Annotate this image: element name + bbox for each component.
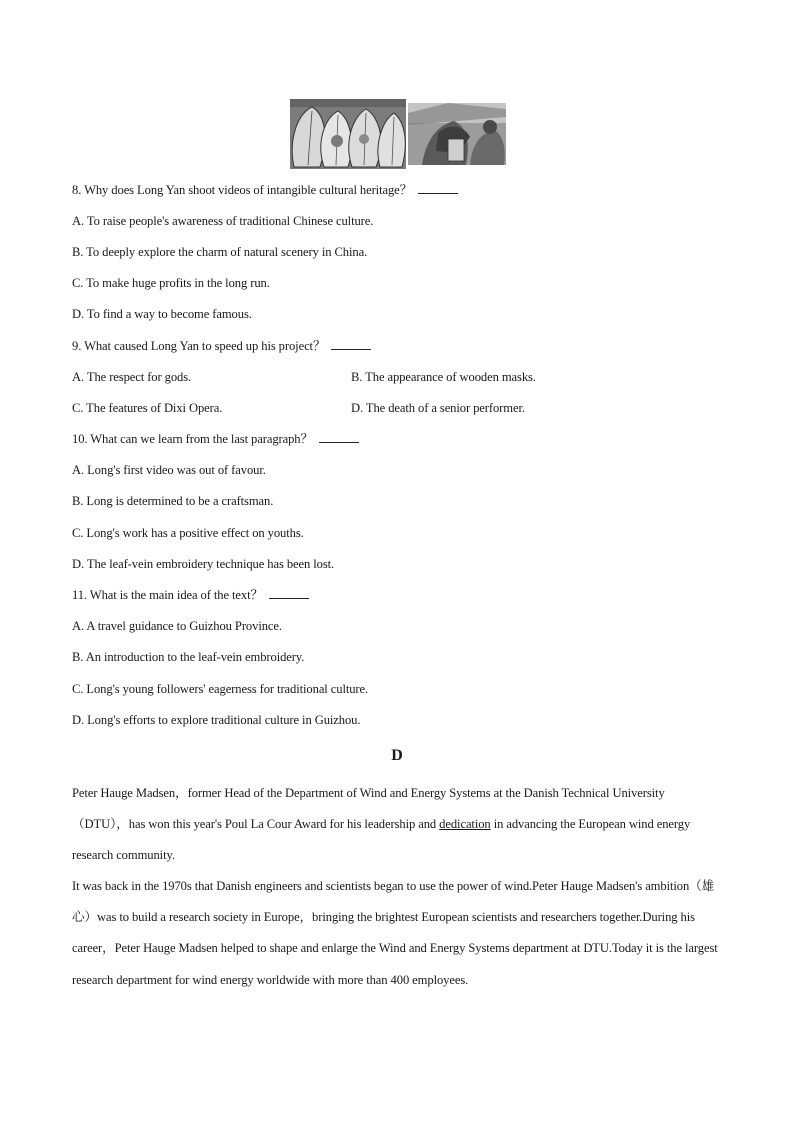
passage-paragraph-1: Peter Hauge Madsen，former Head of the Department of Wind and Energy Systems at the Danish Technical University （DTU），has won this year's Poul La Cour Award for his leadership and dedication in advancing the European wind energy research community. [72,786,691,863]
question-10-stem: 10. What can we learn from the last paragraph？ [72,431,359,447]
section-heading: D [391,747,403,764]
craftsman-photo [408,103,506,165]
question-8-option-c: C. To make huge profits in the long run. [72,276,270,290]
question-8-option-a: A. To raise people's awareness of traditional Chinese culture. [72,214,374,228]
question-10-option-a: A. Long's first video was out of favour. [72,463,266,477]
question-8-option-b: B. To deeply explore the charm of natural scenery in China. [72,245,368,259]
question-9-option-c: C. The features of Dixi Opera. [72,401,223,415]
question-8-stem: 8. Why does Long Yan shoot videos of intangible cultural heritage？ [72,182,458,198]
photo-strip [290,99,506,169]
question-10-option-c: C. Long's work has a positive effect on youths. [72,526,304,540]
question-9-option-d: D. The death of a senior performer. [351,401,525,415]
answer-blank[interactable] [319,431,359,443]
question-11-stem: 11. What is the main idea of the text？ [72,587,309,603]
question-11-option-b: B. An introduction to the leaf-vein embroidery. [72,650,305,664]
passage-paragraph-2: It was back in the 1970s that Danish engineers and scientists began to use the power of wind.Peter Hauge Madsen's ambition（雄心）was to build a research society in Europe，bringing the brightest European scientists and researchers together.During his career，Peter Hauge Madsen helped to shape and enlarge the Wind and Energy Systems department at DTU.Today it is the largest research department for wind energy worldwide with more than 400 employees. [72,879,718,987]
answer-blank[interactable] [418,182,458,194]
question-9-option-a: A. The respect for gods. [72,370,192,384]
question-10-option-d: D. The leaf-vein embroidery technique has been lost. [72,557,335,571]
question-10-option-b: B. Long is determined to be a craftsman. [72,494,274,508]
answer-blank[interactable] [331,338,371,350]
question-11-option-a: A. A travel guidance to Guizhou Province. [72,619,282,633]
question-11-option-c: C. Long's young followers' eagerness for traditional culture. [72,682,369,696]
question-11-option-d: D. Long's efforts to explore traditional culture in Guizhou. [72,713,361,727]
leaf-embroidery-photo [290,99,406,169]
question-9-stem: 9. What caused Long Yan to speed up his project？ [72,338,371,354]
answer-blank[interactable] [269,587,309,599]
question-9-option-b: B. The appearance of wooden masks. [351,370,536,384]
question-8-option-d: D. To find a way to become famous. [72,307,252,321]
underlined-word: dedication [439,817,491,832]
